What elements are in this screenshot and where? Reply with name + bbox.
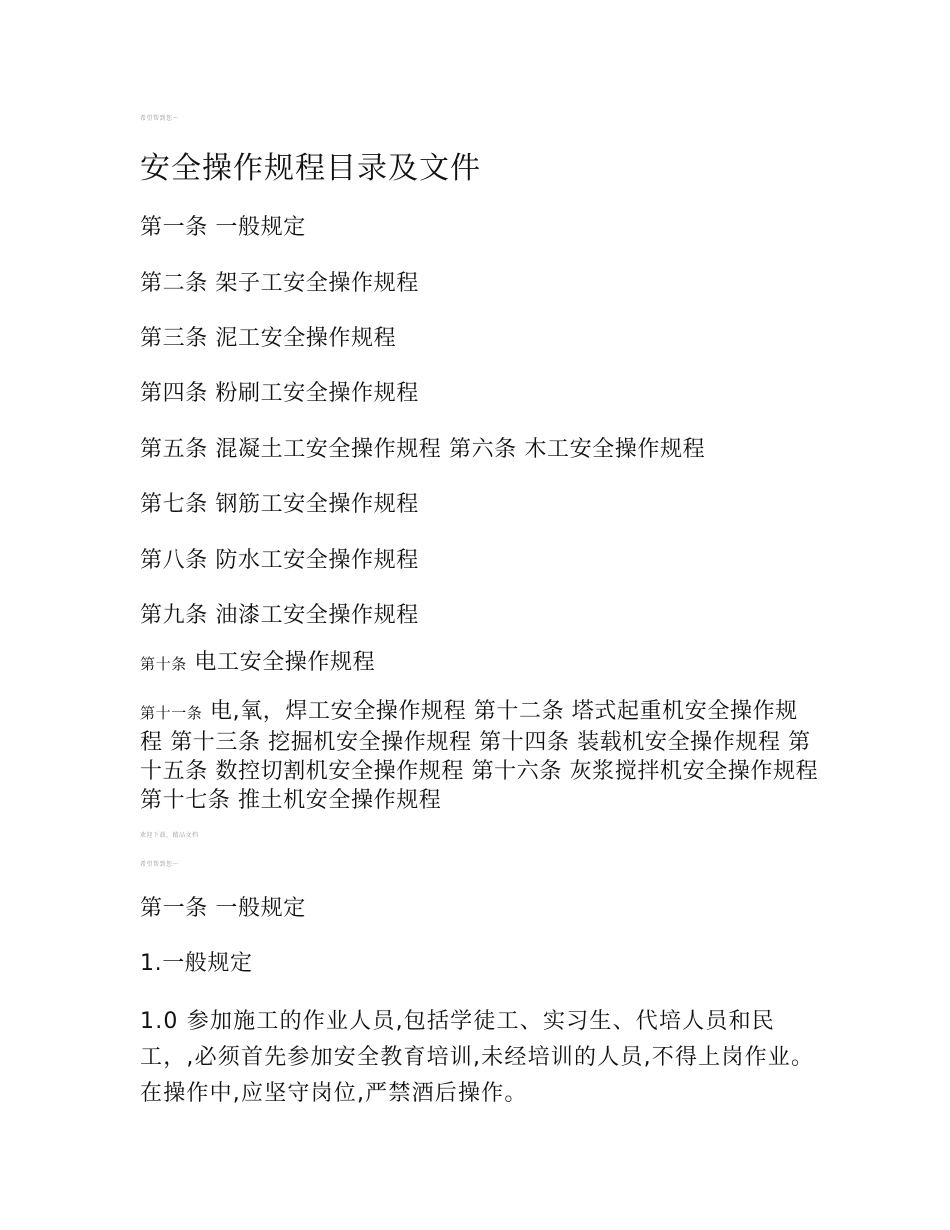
- page-title: 安全操作规程目录及文件: [140, 151, 481, 186]
- toc-item-4: 第四条 粉刷工安全操作规程: [140, 381, 419, 406]
- toc-item-2: 第二条 架子工安全操作规程: [140, 271, 419, 296]
- body-paragraph: 1.0 参加施工的作业人员,包括学徒工、实习生、代培人员和民工，,必须首先参加安全教育培训,未经培训的人员,不得上岗作业。在操作中,应坚守岗位,严禁酒后操作。: [140, 1009, 815, 1106]
- toc-item-10-prefix: 第十条: [140, 655, 187, 673]
- section-heading: 第一条 一般规定: [140, 896, 306, 921]
- toc-items-11-17-text: 电,氧，焊工安全操作规程 第十二条 塔式起重机安全操作规程 第十三条 挖掘机安全操作规程 第十四条 装载机安全操作规程 第十五条 数控切割机安全操作规程 第十六条 灰浆搅拌机安全操作规程 第十七条 推土机安全操作规程: [140, 699, 819, 813]
- toc-item-3: 第三条 泥工安全操作规程: [140, 326, 397, 351]
- toc-item-5-6: 第五条 混凝土工安全操作规程 第六条 木工安全操作规程: [140, 437, 706, 462]
- toc-item-10-text: 电工安全操作规程: [186, 650, 376, 675]
- header-note: 希望帮到您～: [140, 115, 180, 122]
- toc-item-10: [140, 648, 375, 679]
- toc-items-11-17: [140, 697, 820, 815]
- toc-item-11-prefix: 第十一条: [140, 704, 203, 722]
- toc-item-9: 第九条 油漆工安全操作规程: [140, 603, 419, 628]
- header-note-page-2: 希望帮到您～: [140, 861, 180, 868]
- sub-heading: 1.一般规定: [140, 951, 253, 976]
- toc-item-7: 第七条 钢筋工安全操作规程: [140, 492, 419, 517]
- toc-item-1: 第一条 一般规定: [140, 215, 306, 240]
- footer-note: 欢迎下载，精品文档: [140, 832, 199, 839]
- toc-item-8: 第八条 防水工安全操作规程: [140, 548, 419, 573]
